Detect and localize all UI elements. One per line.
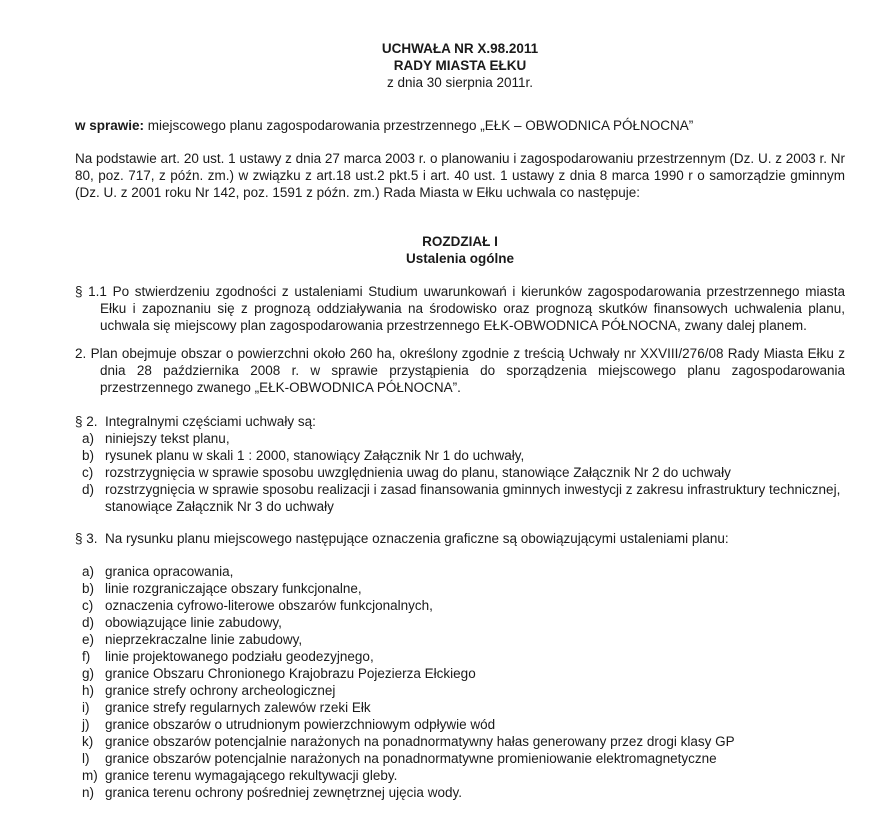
section-1-text: Po stwierdzeniu zgodności z ustaleniami Studium uwarunkowań i kierunków zagospodarowania przestrzennego miasta Ełku i zapoznaniu się z prognozą oddziaływania na środowisko oraz prognozą skutków finansowych uchwalenia planu, uchwala się miejscowy plan zagospodarowania przestrzennego EŁK-OBWODNICA PÓŁNOCNA, zwany dalej planem. — [100, 284, 845, 333]
list-item-label: k) — [82, 734, 94, 749]
list-item-text: rozstrzygnięcia w sprawie sposobu uwzględnienia uwag do planu, stanowiące Załącznik Nr 2 do uchwały — [105, 465, 731, 480]
preamble-paragraph: Na podstawie art. 20 ust. 1 ustawy z dnia 27 marca 2003 r. o planowaniu i zagospodarowaniu przestrzennym (Dz. U. z 2003 r. Nr 80, poz. 717, z późn. zm.) w związku z art.18 ust.2 pkt.5 i art. 40 ust. 1 ustawy z dnia 8 marca 1990 r o samorządzie gminnym (Dz. U. z 2001 roku Nr 142, poz. 1591 z późn. zm.) Rada Miasta w Ełku uchwala co następuje: — [75, 151, 845, 200]
list-item-label: i) — [82, 700, 90, 715]
list-item-text: granice Obszaru Chronionego Krajobrazu Pojezierza Ełckiego — [105, 666, 476, 681]
list-item-text: granica opracowania, — [105, 564, 234, 579]
document-header — [75, 40, 845, 91]
chapter-heading — [75, 233, 845, 267]
point-2-text: Plan obejmuje obszar o powierzchni około 260 ha, określony zgodnie z treścią Uchwały nr XXVIII/276/08 Rady Miasta Ełku z dnia 28 października 2008 r. w sprawie przystąpienia do sporządzenia miejscowego planu zagospodarowania przestrzennego zwanego „EŁK-OBWODNICA PÓŁNOCNA”. — [90, 346, 845, 395]
list-item-label: b) — [82, 448, 95, 463]
section-2-intro: Integralnymi częściami uchwały są: — [105, 414, 316, 429]
list-item-text: rysunek planu w skali 1 : 2000, stanowiący Załącznik Nr 1 do uchwały, — [105, 448, 525, 463]
subject-text: miejscowego planu zagospodarowania przestrzennego „EŁK – OBWODNICA PÓŁNOCNA” — [147, 118, 694, 133]
list-item — [75, 699, 845, 716]
list-item — [75, 430, 845, 447]
subject-label: w sprawie: — [75, 118, 145, 133]
list-item — [75, 597, 845, 614]
list-item — [75, 716, 845, 733]
section-3-list — [75, 563, 845, 801]
list-item-label: g) — [82, 666, 95, 681]
list-item-label: d) — [82, 482, 95, 497]
section-1-paragraph-2 — [75, 345, 845, 396]
list-item-text: linie rozgraniczające obszary funkcjonalne, — [105, 581, 362, 596]
list-item-text: nieprzekraczalne linie zabudowy, — [105, 632, 303, 647]
section-2 — [75, 413, 845, 515]
list-item — [75, 631, 845, 648]
list-item-text: granice strefy regularnych zalewów rzeki Ełk — [105, 700, 371, 715]
list-item-label: e) — [82, 632, 95, 647]
list-item-text: oznaczenia cyfrowo-literowe obszarów funkcjonalnych, — [105, 598, 433, 613]
list-item-label: a) — [82, 564, 95, 579]
list-item-text: linie projektowanego podziału geodezyjnego, — [105, 649, 374, 664]
list-item — [75, 784, 845, 801]
list-item — [75, 767, 845, 784]
issuing-authority: RADY MIASTA EŁKU — [393, 58, 527, 73]
list-item-label: a) — [82, 431, 95, 446]
list-item — [75, 733, 845, 750]
list-item-text: obowiązujące linie zabudowy, — [105, 615, 282, 630]
list-item-label: n) — [82, 785, 95, 800]
list-item-text: granice obszarów potencjalnie narażonych na ponadnormatywne promieniowanie elektromagnetyczne — [105, 751, 717, 766]
section-2-heading — [75, 413, 845, 430]
point-2-marker: 2. — [75, 346, 87, 361]
section-2-marker: § 2. — [75, 414, 98, 429]
list-item-label: b) — [82, 581, 95, 596]
list-item-label: f) — [82, 649, 91, 664]
list-item-label: d) — [82, 615, 95, 630]
list-item — [75, 447, 845, 464]
list-item — [75, 614, 845, 631]
list-item — [75, 563, 845, 580]
list-item-text: granice strefy ochrony archeologicznej — [105, 683, 336, 698]
list-item-text: granice obszarów potencjalnie narażonych na ponadnormatywny hałas generowany przez drogi klasy GP — [105, 734, 735, 749]
subject-line — [75, 117, 845, 134]
list-item-label: m) — [82, 768, 98, 783]
list-item — [75, 665, 845, 682]
list-item-label: j) — [82, 717, 90, 732]
section-3-intro: Na rysunku planu miejscowego następujące oznaczenia graficzne są obowiązującymi ustaleniami planu: — [105, 531, 729, 546]
list-item — [75, 481, 845, 515]
list-item — [75, 750, 845, 767]
resolution-date: z dnia 30 sierpnia 2011r. — [386, 75, 534, 90]
list-item-text: rozstrzygnięcia w sprawie sposobu realizacji i zasad finansowania gminnych inwestycji z zakresu infrastruktury technicznej, stanowiące Załącznik Nr 3 do uchwały — [105, 482, 841, 514]
list-item-text: niniejszy tekst planu, — [105, 431, 230, 446]
list-item — [75, 464, 845, 481]
section-3-marker: § 3. — [75, 531, 98, 546]
resolution-number: UCHWAŁA NR X.98.2011 — [381, 41, 539, 56]
list-item-text: granice obszarów o utrudnionym powierzchniowym odpływie wód — [105, 717, 496, 732]
list-item — [75, 580, 845, 597]
list-item — [75, 648, 845, 665]
list-item-text: granica terenu ochrony pośredniej zewnętrznej ujęcia wody. — [105, 785, 462, 800]
list-item-label: c) — [82, 598, 94, 613]
section-1-marker: § 1.1 — [75, 284, 107, 299]
chapter-title: ROZDZIAŁ I — [422, 234, 498, 249]
chapter-subtitle: Ustalenia ogólne — [405, 251, 515, 266]
list-item-label: l) — [82, 751, 90, 766]
section-1-paragraph-1 — [75, 283, 845, 334]
list-item — [75, 682, 845, 699]
list-item-label: c) — [82, 465, 94, 480]
list-item-label: h) — [82, 683, 95, 698]
section-3-heading — [75, 530, 845, 547]
list-item-text: granice terenu wymagającego rekultywacji gleby. — [105, 768, 398, 783]
